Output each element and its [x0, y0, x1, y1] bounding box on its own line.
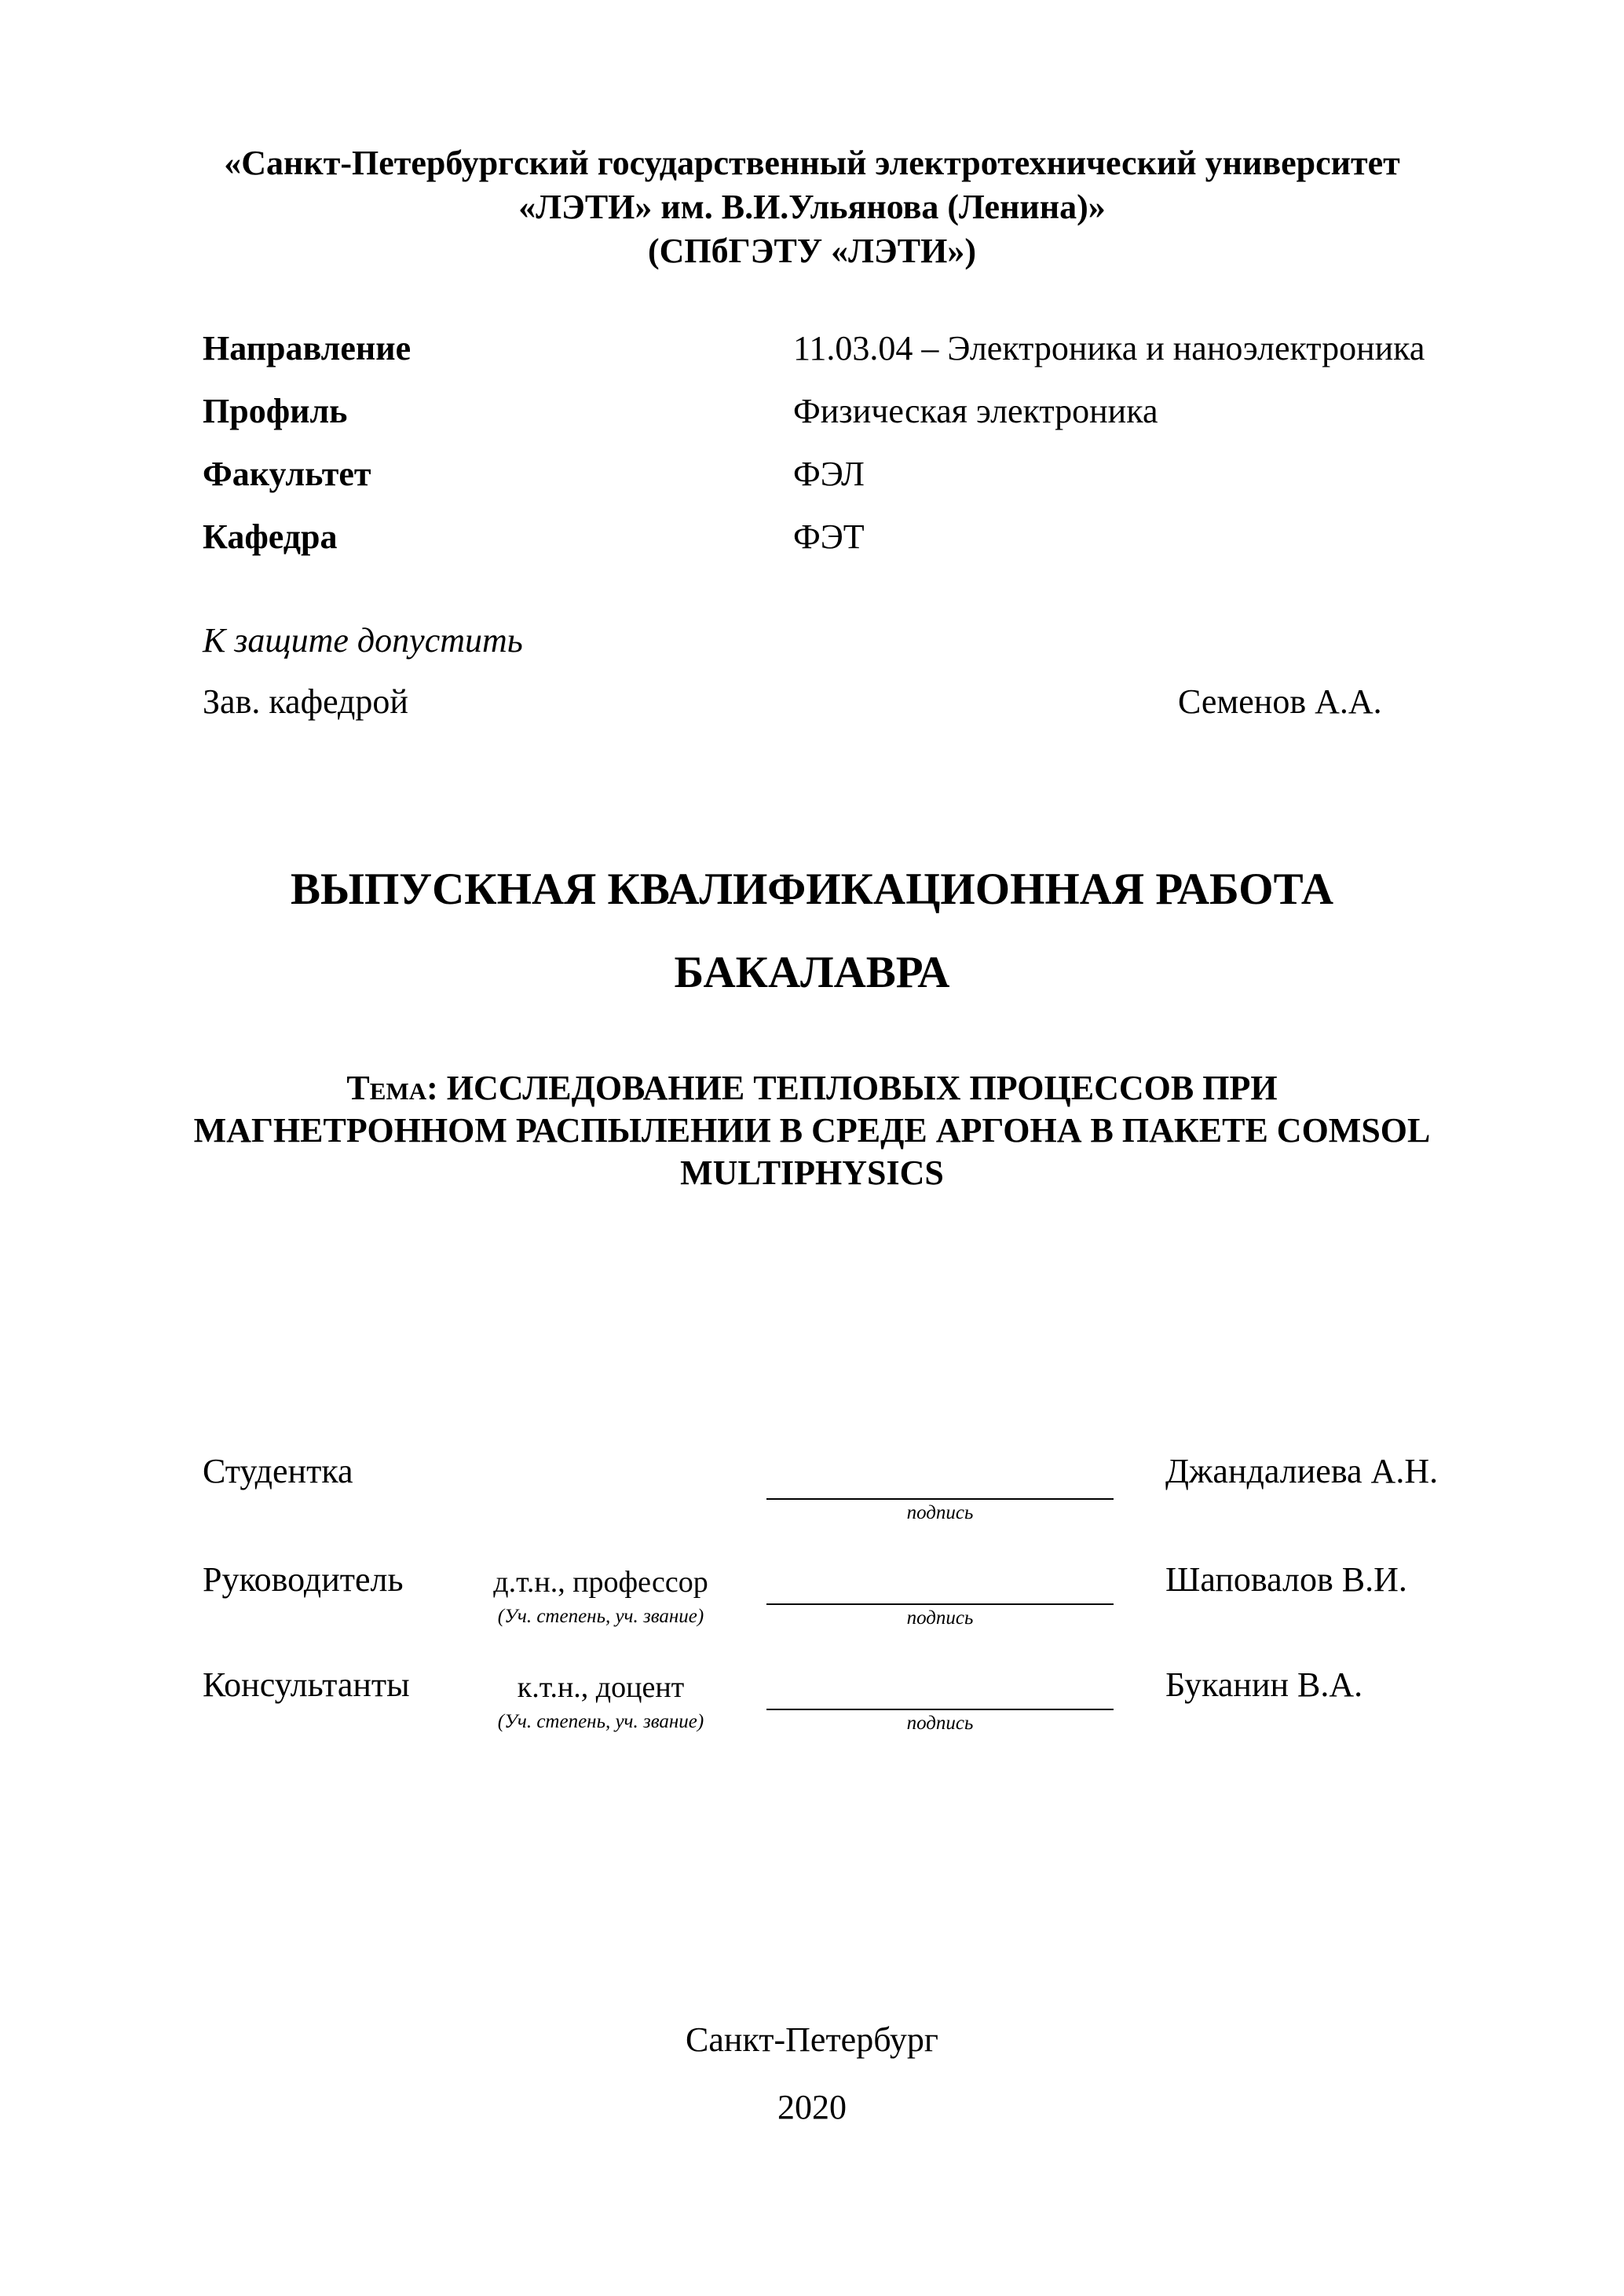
head-of-department-name: Семенов А.А. [1178, 682, 1382, 721]
signature-caption-student: подпись [906, 1502, 974, 1523]
signature-caption-supervisor: подпись [906, 1607, 974, 1629]
info-label-profile: Профиль [203, 392, 348, 430]
info-value-direction: 11.03.04 – Электроника и наноэлектроника [793, 329, 1425, 367]
signature-degree-caption-consultant: (Уч. степень, уч. звание) [497, 1711, 704, 1732]
signature-degree-consultant: к.т.н., доцент [517, 1671, 685, 1704]
document-title-line2: БАКАЛАВРА [674, 948, 950, 997]
signature-name-consultant: Буканин В.А. [1165, 1665, 1363, 1704]
signature-caption-consultant: подпись [906, 1713, 974, 1734]
signature-degree-caption-supervisor: (Уч. степень, уч. звание) [497, 1606, 704, 1627]
signature-line-supervisor [766, 1603, 1114, 1605]
topic-line1 [0, 1068, 1624, 1109]
signature-line-consultant [766, 1709, 1114, 1710]
info-value-profile: Физическая электроника [793, 392, 1158, 430]
signature-role-supervisor: Руководитель [203, 1560, 404, 1599]
signature-role-consultant: Консультанты [203, 1665, 410, 1704]
topic-text-line1: ИССЛЕДОВАНИЕ ТЕПЛОВЫХ ПРОЦЕССОВ ПРИ [446, 1069, 1278, 1107]
info-value-faculty: ФЭЛ [793, 455, 865, 493]
university-name-line2: «ЛЭТИ» им. В.И.Ульянова (Ленина)» [518, 188, 1106, 226]
university-abbreviation: (СПбГЭТУ «ЛЭТИ») [648, 232, 976, 270]
topic-line3: MULTIPHYSICS [680, 1153, 944, 1192]
admission-note: К защите допустить [203, 621, 523, 660]
document-title-line1: ВЫПУСКНАЯ КВАЛИФИКАЦИОННАЯ РАБОТА [290, 865, 1333, 914]
head-of-department-label: Зав. кафедрой [203, 682, 408, 721]
signature-name-supervisor: Шаповалов В.И. [1165, 1560, 1407, 1599]
footer-city: Санкт-Петербург [686, 2020, 938, 2059]
footer-year: 2020 [777, 2088, 847, 2126]
university-name-line1: «Санкт-Петербургский государственный электротехнический университет [224, 144, 1400, 182]
info-value-department: ФЭТ [793, 517, 865, 556]
signature-role-student: Студентка [203, 1452, 353, 1490]
signature-degree-supervisor: д.т.н., профессор [493, 1566, 708, 1599]
signature-name-student: Джандалиева А.Н. [1165, 1452, 1439, 1490]
info-label-direction: Направление [203, 329, 411, 367]
topic-prefix: Тема: [346, 1069, 438, 1107]
signature-line-student [766, 1498, 1114, 1500]
topic-line2: МАГНЕТРОННОМ РАСПЫЛЕНИИ В СРЕДЕ АРГОНА В ПАКЕТЕ COMSOL [193, 1111, 1431, 1150]
info-label-department: Кафедра [203, 517, 338, 556]
info-label-faculty: Факультет [203, 455, 371, 493]
